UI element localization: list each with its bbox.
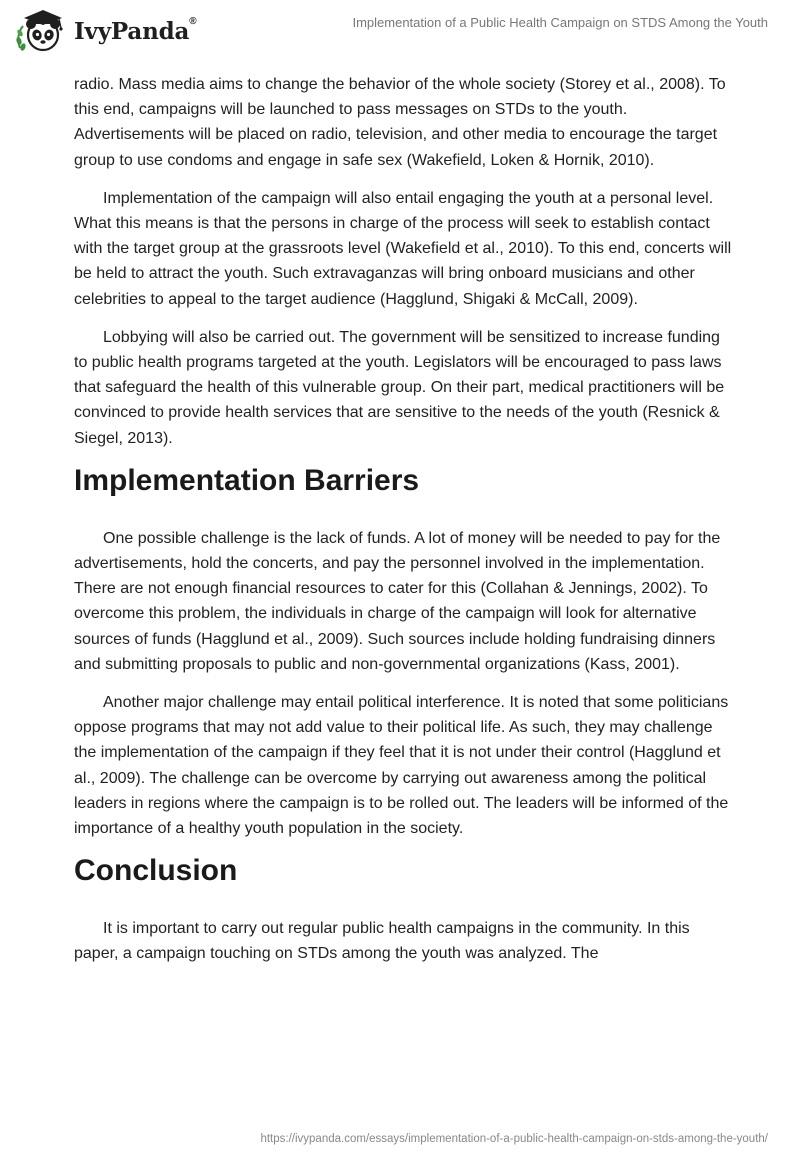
source-url-link[interactable]: https://ivypanda.com/essays/implementation-of-a-public-health-campaign-on-stds-among-the-youth/ xyxy=(260,1133,768,1145)
logo-brand-text: IvyPanda xyxy=(74,17,190,45)
page-header xyxy=(0,0,800,70)
registered-mark: ® xyxy=(189,15,197,27)
paragraph-personal-engagement: Implementation of the campaign will also entail engaging the youth at a personal level. What this means is that the persons in charge of the process will seek to establish contact with the target group at the grassroots level (Wakefield et al., 2010). To this end, concerts will be held to attract the youth. Such extravaganzas will bring onboard musicians and other celebrities to appeal to the target audience (Hagglund, Shigaki & McCall, 2009). xyxy=(74,189,732,308)
paragraph-lack-of-funds: One possible challenge is the lack of funds. A lot of money will be needed to pay for the advertisements, hold the concerts, and pay the personnel involved in the implementation. There are not enough financial resources to cater for this (Collahan & Jennings, 2002). To overcome this problem, the individuals in charge of the campaign will look for alternative sources of funds (Hagglund et al., 2009). Such sources include holding fundraising dinners and submitting proposals to public and non-governmental organizations (Kass, 2001). xyxy=(74,529,721,673)
paragraph-conclusion: It is important to carry out regular public health campaigns in the community. In this paper, a campaign touching on STDs among the youth was analyzed. The xyxy=(74,920,690,963)
heading-conclusion: Conclusion xyxy=(74,854,238,888)
essay-body xyxy=(74,72,734,980)
heading-implementation-barriers: Implementation Barriers xyxy=(74,463,420,497)
panda-graduate-icon xyxy=(14,8,72,54)
paragraph-political-interference: Another major challenge may entail political interference. It is noted that some politicians oppose programs that may not add value to their political life. As such, they may challenge the implementation of the campaign if they feel that it is not under their control (Hagglund et al., 2009). The challenge can be overcome by carrying out awareness among the political leaders in regions where the campaign is to be rolled out. The leaders will be informed of the importance of a healthy youth population in the society. xyxy=(74,694,729,838)
ivypanda-logo[interactable] xyxy=(14,8,196,54)
logo-wordmark xyxy=(74,15,197,45)
paragraph-lobbying: Lobbying will also be carried out. The government will be sensitized to increase funding to public health programs targeted at the youth. Legislators will be encouraged to pass laws that safeguard the health of this vulnerable group. On their part, medical practitioners will be convinced to provide health services that are sensitive to the needs of the youth (Resnick & Siegel, 2013). xyxy=(74,328,725,447)
paragraph-mass-media: radio. Mass media aims to change the behavior of the whole society (Storey et al., 2008). To this end, campaigns will be launched to pass messages on STDs to the youth. Advertisements will be placed on radio, television, and other media to encourage the target group to use condoms and engage in safe sex (Wakefield, Loken & Hornik, 2010). xyxy=(74,76,726,169)
running-title: Implementation of a Public Health Campaign on STDS Among the Youth xyxy=(352,15,768,30)
